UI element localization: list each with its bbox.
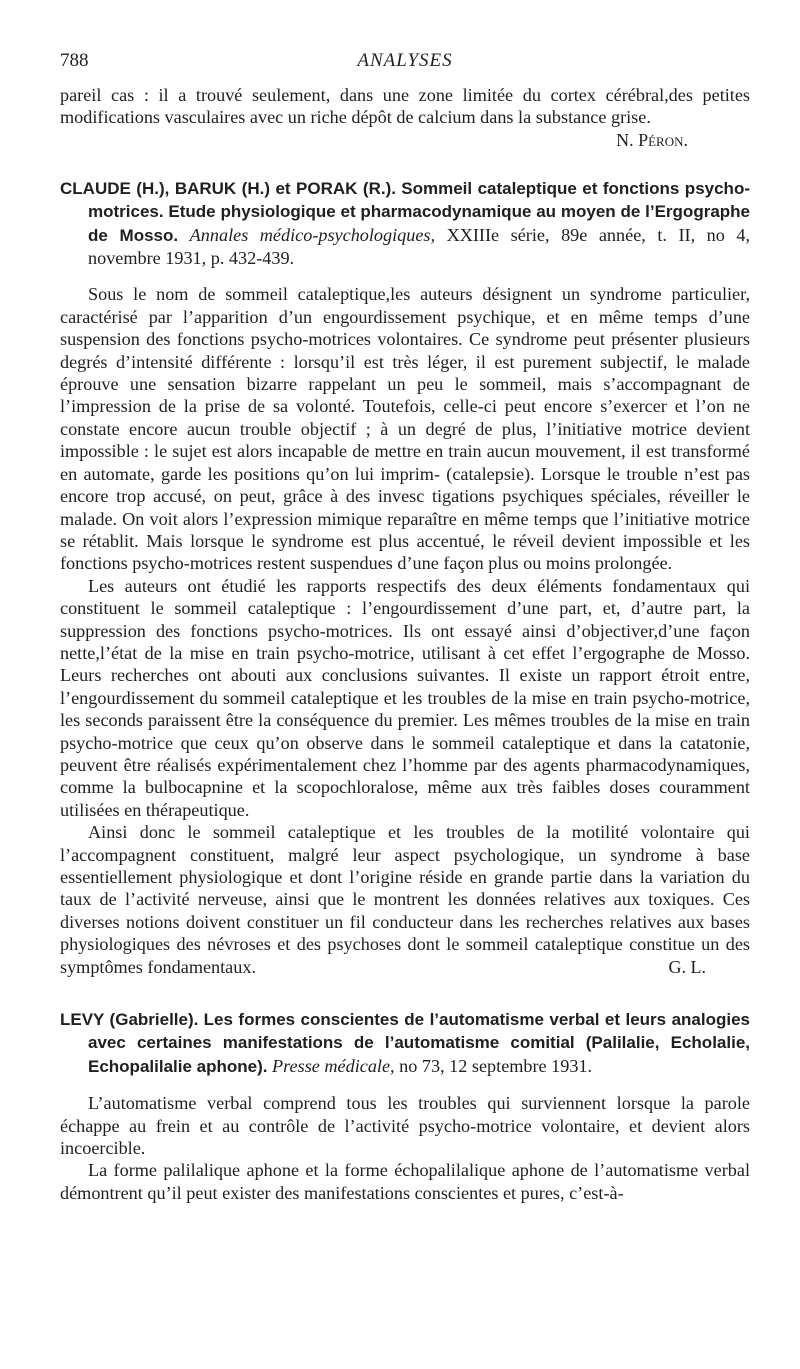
abstract-paragraph: La forme palilalique aphone et la forme échopalilalique aphone de l’automatisme verbal démontrent qu’il peut exister des manifestations conscientes et pures, c’est-à- [60, 1160, 750, 1203]
entry-journal: Presse médicale, [272, 1055, 395, 1076]
abstract-paragraph: Ainsi donc le sommeil cataleptique et les troubles de la motilité volontaire qui l’accompagnent constituent, malgré leur aspect psychologique, un syndrome à base essentiellement physiologique et dont l’origine réside en grande partie dans la variation du taux de l’activité nerveuse, ainsi que le montrent les données relatives aux toxiques. Ces diverses notions doivent constituer un fil conducteur dans les recherches relatives aux bases physiologiques des névroses et des psychoses dont le sommeil cataleptique constitue un des symptômes fondamentaux. [60, 822, 750, 977]
previous-entry-signature: N. Péron. [616, 129, 688, 150]
entry-heading [60, 177, 750, 270]
page-number: 788 [60, 50, 89, 71]
entry-levy [60, 1008, 750, 1204]
previous-entry-text: pareil cas : il a trouvé seulement, dans une zone limitée du cortex cérébral,des petites modifications vasculaires avec un riche dépôt de calcium dans la substance grise. [60, 85, 750, 128]
entry-citation: XXIIIe série, 89e année, t. II, no 4, novembre 1931, p. 432-439. [88, 224, 751, 269]
entry-heading [60, 1008, 750, 1078]
entry-initials: G. L. [668, 957, 706, 978]
abstract-paragraph: Les auteurs ont étudié les rapports respectifs des deux éléments fondamentaux qui constituent le sommeil cataleptique : l’engourdissement d’une part, et, d’autre part, la suppression des fonctions psycho-motrices. Ils ont essayé ainsi d’objectiver,d’une façon nette,l’état de la mise en train psycho-motrice, utilisant à cet effet l’ergographe de Mosso. Leurs recherches ont abouti aux conclusions suivantes. Il existe un rapport étroit entre, l’engourdissement du sommeil cataleptique et les troubles de la mise en train psycho-motrice, les seconds paraissent être la conséquence du premier. Les mêmes troubles de la mise en train psycho-motrice que ceux qu’on observe dans le sommeil cataleptique et dans la catatonie, peuvent être réalisés expérimentalement chez l’homme par des agents pharmacodynamiques, comme la bulbocapnine et la scopochloralose, même aux très faibles doses couramment utilisées en thérapeutique. [60, 575, 750, 820]
previous-entry-tail [60, 84, 750, 151]
entry-authors: LEVY (Gabrielle). [60, 1010, 199, 1030]
entry-claude-baruk-porak [60, 177, 750, 978]
entry-citation: no 73, 12 septembre 1931. [399, 1055, 593, 1076]
abstract-paragraph: Sous le nom de sommeil cataleptique,les auteurs désignent un syndrome particulier, caractérisé par l’apparition d’un engourdissement psychique, et en même temps d’une suspension des fonctions psycho-motrices volontaires. Ce syndrome peut présenter plusieurs degrés d’intensité différente : lorsqu’il est très léger, il est purement subjectif, le malade éprouve une sensation bizarre rappelant un peu le sommeil, mais s’accompagnant de l’impression de la prise de sa volonté. Toutefois, celle-ci peut encore s’exercer et l’on ne constate encore aucun trouble objectif ; à un degré de plus, l’initiative motrice devient impossible : le sujet est alors incapable de mettre en train aucun mouvement, il est transformé en automate, garde les positions qu’on lui imprim- (catalepsie). Lorsque le trouble n’est pas encore trop accusé, on peut, grâce à des invesc tigations psychiques spéciales, réveiller le malade. On voit alors l’expression mimique reparaître en même temps que l’initiative motrice se rétablit. Mais lorsque le syndrome est plus accentué, le réveil devient impossible et les fonctions psycho-motrices restent suspendues d’une façon plus ou moins prolongée. [60, 284, 750, 574]
page-header [60, 44, 750, 84]
entry-authors: CLAUDE (H.), BARUK (H.) et PORAK (R.). [60, 178, 396, 198]
abstract-paragraph: L’automatisme verbal comprend tous les troubles qui surviennent lorsque la parole échappe au frein et au contrôle de l’activité psycho-motrice volontaire, et devient alors incoercible. [60, 1093, 750, 1159]
entry-title: Sommeil cataleptique et fonctions psycho-motrices. Etude physiologique et pharmacodynamique au moyen de l’Ergographe de Mosso. [88, 178, 750, 245]
running-head: ANALYSES [357, 50, 453, 71]
entry-journal: Annales médico-psychologiques, [189, 224, 436, 245]
abstract-last-paragraph [60, 821, 750, 978]
entry-title: Les formes conscientes de l’automatisme verbal et leurs analogies avec certaines manifestations de l’automatisme comitial (Palilalie, Echolalie, Echopalilalie aphone). [88, 1010, 750, 1076]
